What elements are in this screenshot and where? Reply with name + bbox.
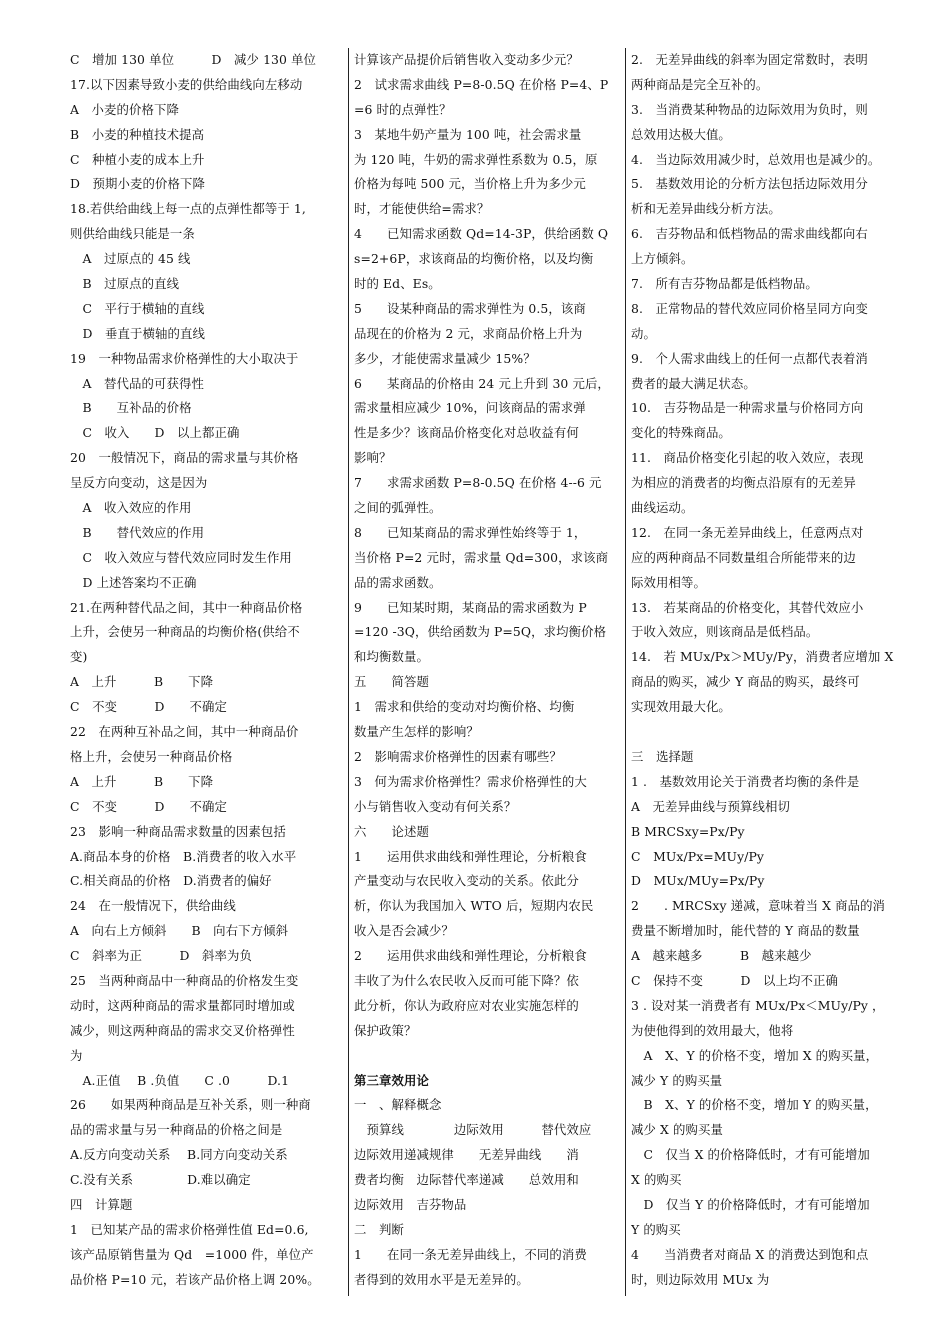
text-line: 动。 <box>631 325 656 341</box>
text-line: C 平行于横轴的直线 <box>70 300 205 316</box>
text-line: 者得到的效用水平是无差异的。 <box>354 1271 529 1287</box>
text-line: 三 选择题 <box>631 748 694 764</box>
text-line: 收入是否会减少？ <box>354 923 454 939</box>
text-line: 6. 吉芬物品和低档物品的需求曲线都向右 <box>631 226 868 242</box>
text-line: 1 已知某产品的需求价格弹性值 Ed=0.6, <box>70 1221 309 1237</box>
text-line: A 小麦的价格下降 <box>70 101 179 117</box>
text-line: 变化的特殊商品。 <box>631 425 731 441</box>
text-line: 9. 个人需求曲线上的任何一点都代表着消 <box>631 350 868 366</box>
text-line: 时，则边际效用 MUx 为 <box>631 1271 770 1287</box>
text-line: 数量产生怎样的影响？ <box>354 724 479 740</box>
text-line: A 上升 B 下降 <box>70 674 214 690</box>
text-line: A 替代品的可获得性 <box>70 375 204 391</box>
text-line: 3. 当消费某种物品的边际效用为负时，则 <box>631 101 868 117</box>
text-line: 3 何为需求价格弹性？需求价格弹性的大 <box>354 773 587 789</box>
middle-column <box>354 48 620 1296</box>
text-line: 边际效用 吉芬物品 <box>354 1196 467 1212</box>
text-line: 1 . 基数效用论关于消费者均衡的条件是 <box>631 773 860 789</box>
text-line: 6 某商品的价格由 24 元上升到 30 元后， <box>354 375 610 391</box>
text-line: 19 一种物品需求价格弹性的大小取决于 <box>70 350 299 366</box>
text-line: A 过原点的 45 线 <box>70 251 191 267</box>
text-line: 际效用相等。 <box>631 574 706 590</box>
text-line: D 上述答案均不正确 <box>70 574 197 590</box>
text-line: 23 影响一种商品需求数量的因素包括 <box>70 823 286 839</box>
text-line: 为 <box>70 1047 83 1063</box>
text-line: 18.若供给曲线上每一点的点弹性都等于 1, <box>70 201 306 217</box>
text-line: B 过原点的直线 <box>70 276 180 292</box>
text-line: 5. 基数效用论的分析方法包括边际效用分 <box>631 176 868 192</box>
text-line: 20 一般情况下，商品的需求量与其价格 <box>70 450 299 466</box>
text-line: C 斜率为正 D 斜率为负 <box>70 948 252 964</box>
text-line: 当价格 P=2 元时，需求量 Qd=300，求该商 <box>354 549 609 565</box>
left-column <box>70 48 342 1296</box>
text-line: C.相关商品的价格 D.消费者的偏好 <box>70 873 272 889</box>
text-line: C 种植小麦的成本上升 <box>70 151 205 167</box>
text-line: 为使他得到的效用最大，他将 <box>631 1022 794 1038</box>
text-line: C 不变 D 不确定 <box>70 798 228 814</box>
text-line: 4. 当边际效用减少时，总效用也是减少的。 <box>631 151 881 167</box>
text-line: 一 、解释概念 <box>354 1097 442 1113</box>
text-line: 析和无差异曲线分析方法。 <box>631 201 781 217</box>
text-line: 22 在两种互补品之间，其中一种商品价 <box>70 724 299 740</box>
text-line: A 越来越多 B 越来越少 <box>631 948 812 964</box>
column-divider-right <box>625 48 626 1296</box>
right-column <box>631 48 906 1296</box>
text-line <box>354 1044 620 1069</box>
text-line: 7. 所有吉芬物品都是低档物品。 <box>631 276 818 292</box>
text-line: 格上升，会使另一种商品价格 <box>70 748 233 764</box>
text-line: 之间的弧弹性。 <box>354 500 442 516</box>
text-line: 4 当消费者对商品 X 的消费达到饱和点 <box>631 1246 869 1262</box>
text-line <box>631 720 906 745</box>
text-line: 丰收了为什么农民收入反而可能下降？依 <box>354 972 579 988</box>
text-line: A.商品本身的价格 B.消费者的收入水平 <box>70 848 297 864</box>
text-line: 减少 Y 的购买量 <box>631 1072 723 1088</box>
text-line: 减少 X 的购买量 <box>631 1122 723 1138</box>
text-line: 费者均衡 边际替代率递减 总效用和 <box>354 1172 579 1188</box>
text-line: 8 已知某商品的需求弹性始终等于 1， <box>354 524 587 540</box>
text-line: 需求量相应减少 10%，问该商品的需求弹 <box>354 400 586 416</box>
text-line: 2 试求需求曲线 P=8-0.5Q 在价格 P=4、P <box>354 76 609 92</box>
text-line: 费者的最大满足状态。 <box>631 375 756 391</box>
text-line: A.正值 B .负值 C .0 D.1 <box>70 1072 290 1088</box>
text-line: 则供给曲线只能是一条 <box>70 226 195 242</box>
text-line: 析，你认为我国加入 WTO 后，短期内农民 <box>354 898 594 914</box>
text-line: D 预期小麦的价格下降 <box>70 176 205 192</box>
text-line: 3 . 设对某一消费者有 MUx/Px＜MUy/Py ， <box>631 997 885 1013</box>
text-line: 费量不断增加时，能代替的 Y 商品的数量 <box>631 923 860 939</box>
text-line: 保护政策？ <box>354 1022 417 1038</box>
text-line: s=2+6P，求该商品的均衡价格，以及均衡 <box>354 251 594 267</box>
text-line: 四 计算题 <box>70 1196 133 1212</box>
text-line: 1 需求和供给的变动对均衡价格、均衡 <box>354 699 575 715</box>
text-line: 24 在一般情况下，供给曲线 <box>70 898 236 914</box>
text-line: 价格为每吨 500 元，当价格上升为多少元 <box>354 176 586 192</box>
text-line: 六 论述题 <box>354 823 429 839</box>
text-line: 2 影响需求价格弹性的因素有哪些？ <box>354 748 562 764</box>
text-line: C 增加 130 单位 D 减少 130 单位 <box>70 52 317 67</box>
text-line: C 不变 D 不确定 <box>70 699 228 715</box>
text-line: 减少，则这两种商品的需求交叉价格弹性 <box>70 1022 295 1038</box>
text-line: X 的购买 <box>631 1172 682 1188</box>
text-line: 13. 若某商品的价格变化，其替代效应小 <box>631 599 864 615</box>
text-line: B X、Y 的价格不变，增加 Y 的购买量， <box>631 1097 878 1113</box>
text-line: C.没有关系 D.难以确定 <box>70 1172 251 1188</box>
text-line: D 仅当 Y 的价格降低时，才有可能增加 <box>631 1196 870 1212</box>
text-line: 3 某地牛奶产量为 100 吨，社会需求量 <box>354 126 582 142</box>
text-line: 8. 正常物品的替代效应同价格呈同方向变 <box>631 300 868 316</box>
text-line: =6 时的点弹性？ <box>354 101 452 117</box>
text-line: B MRCSxy=Px/Py <box>631 823 745 839</box>
text-line: 品现在的价格为 2 元，求商品价格上升为 <box>354 325 583 341</box>
text-line: 26 如果两种商品是互补关系，则一种商 <box>70 1097 311 1113</box>
text-line: 时的 Ed、Es。 <box>354 276 441 292</box>
text-line: 12. 在同一条无差异曲线上，任意两点对 <box>631 524 864 540</box>
text-line: 14. 若 MUx/Px＞MUy/Py，消费者应增加 X <box>631 649 894 665</box>
document-page <box>70 48 906 1308</box>
column-divider-left <box>348 48 349 1296</box>
text-line: 五 简答题 <box>354 674 429 690</box>
text-line: 于收入效应，则该商品是低档品。 <box>631 624 819 640</box>
text-line: 和均衡数量。 <box>354 649 429 665</box>
text-line: A X、Y 的价格不变，增加 X 的购买量， <box>631 1047 879 1063</box>
text-line: 10. 吉芬物品是一种需求量与价格同方向 <box>631 400 864 416</box>
text-line: 品的需求量与另一种商品的价格之间是 <box>70 1122 283 1138</box>
text-line: 二 判断 <box>354 1221 404 1237</box>
text-line: 计算该产品提价后销售收入变动多少元？ <box>354 52 579 67</box>
text-line: 影响？ <box>354 450 392 466</box>
text-line: 4 已知需求函数 Qd=14-3P，供给函数 Q <box>354 226 609 242</box>
text-line: A 上升 B 下降 <box>70 773 214 789</box>
text-line: C MUx/Px=MUy/Py <box>631 848 765 864</box>
text-line: 上升，会使另一种商品的均衡价格(供给不 <box>70 624 300 640</box>
text-line: 9 已知某时期，某商品的需求函数为 P <box>354 599 587 615</box>
text-line: 5 设某种商品的需求弹性为 0.5，该商 <box>354 300 586 316</box>
text-line: 变) <box>70 649 88 665</box>
text-line: 边际效用递减规律 无差异曲线 消 <box>354 1147 579 1163</box>
text-line: B 互补品的价格 <box>70 400 192 416</box>
text-line: 品的需求函数。 <box>354 574 442 590</box>
chapter-heading: 第三章效用论 <box>354 1072 429 1088</box>
text-line: D 垂直于横轴的直线 <box>70 325 205 341</box>
text-line: 商品的购买，减少 Y 商品的购买，最终可 <box>631 674 860 690</box>
text-line: 7 求需求函数 P=8-0.5Q 在价格 4--6 元 <box>354 475 602 491</box>
text-line: A.反方向变动关系 B.同方向变动关系 <box>70 1147 288 1163</box>
text-line: 25 当两种商品中一种商品的价格发生变 <box>70 972 299 988</box>
text-line: 小与销售收入变动有何关系？ <box>354 798 517 814</box>
text-line: 实现效用最大化。 <box>631 699 731 715</box>
text-line: 预算线 边际效用 替代效应 <box>354 1122 592 1138</box>
text-line: 两种商品是完全互补的。 <box>631 76 769 92</box>
text-line: 17.以下因素导致小麦的供给曲线向左移动 <box>70 76 303 92</box>
text-line: 上方倾斜。 <box>631 251 694 267</box>
text-line: 产量变动与农民收入变动的关系。依此分 <box>354 873 579 889</box>
text-line: Y 的购买 <box>631 1221 681 1237</box>
text-line: 为 120 吨，牛奶的需求弹性系数为 0.5，原 <box>354 151 598 167</box>
text-line: 性是多少？该商品价格变化对总收益有何 <box>354 425 579 441</box>
text-line: 11. 商品价格变化引起的收入效应，表现 <box>631 450 864 466</box>
text-line: 2 . MRCSxy 递减，意味着当 X 商品的消 <box>631 898 886 914</box>
text-line: 1 运用供求曲线和弹性理论，分析粮食 <box>354 848 587 864</box>
text-line: A 无差异曲线与预算线相切 <box>631 798 790 814</box>
text-line: 动时，这两种商品的需求量都同时增加或 <box>70 997 295 1013</box>
text-line: 为相应的消费者的均衡点沿原有的无差异 <box>631 475 856 491</box>
text-line: 品价格 P=10 元，若该产品价格上调 20%。 <box>70 1271 320 1287</box>
text-line: B 替代效应的作用 <box>70 524 205 540</box>
text-line: 总效用达极大值。 <box>631 126 731 142</box>
text-line: 2. 无差异曲线的斜率为固定常数时，表明 <box>631 52 868 67</box>
text-line: 该产品原销售量为 Qd =1000 件，单位产 <box>70 1246 314 1262</box>
text-line: 21.在两种替代品之间，其中一种商品价格 <box>70 599 303 615</box>
text-line: C 仅当 X 的价格降低时，才有可能增加 <box>631 1147 870 1163</box>
text-line: A 向右上方倾斜 B 向右下方倾斜 <box>70 923 289 939</box>
text-line: C 收入 D 以上都正确 <box>70 425 240 441</box>
text-line: 应的两种商品不同数量组合所能带来的边 <box>631 549 856 565</box>
text-line: 2 运用供求曲线和弹性理论，分析粮食 <box>354 948 587 964</box>
text-line: =120 -3Q，供给函数为 P=5Q，求均衡价格 <box>354 624 607 640</box>
text-line: C 保持不变 D 以上均不正确 <box>631 972 838 988</box>
text-line: B 小麦的种植技术提高 <box>70 126 205 142</box>
text-line: 时，才能使供给=需求？ <box>354 201 490 217</box>
text-line: D MUx/MUy=Px/Py <box>631 873 765 889</box>
text-line: 呈反方向变动，这是因为 <box>70 475 208 491</box>
text-line: 1 在同一条无差异曲线上，不同的消费 <box>354 1246 587 1262</box>
text-line: 曲线运动。 <box>631 500 694 516</box>
text-line: 此分析，你认为政府应对农业实施怎样的 <box>354 997 579 1013</box>
text-line: A 收入效应的作用 <box>70 500 192 516</box>
text-line: 多少，才能使需求量减少 15%？ <box>354 350 536 366</box>
text-line: C 收入效应与替代效应同时发生作用 <box>70 549 292 565</box>
